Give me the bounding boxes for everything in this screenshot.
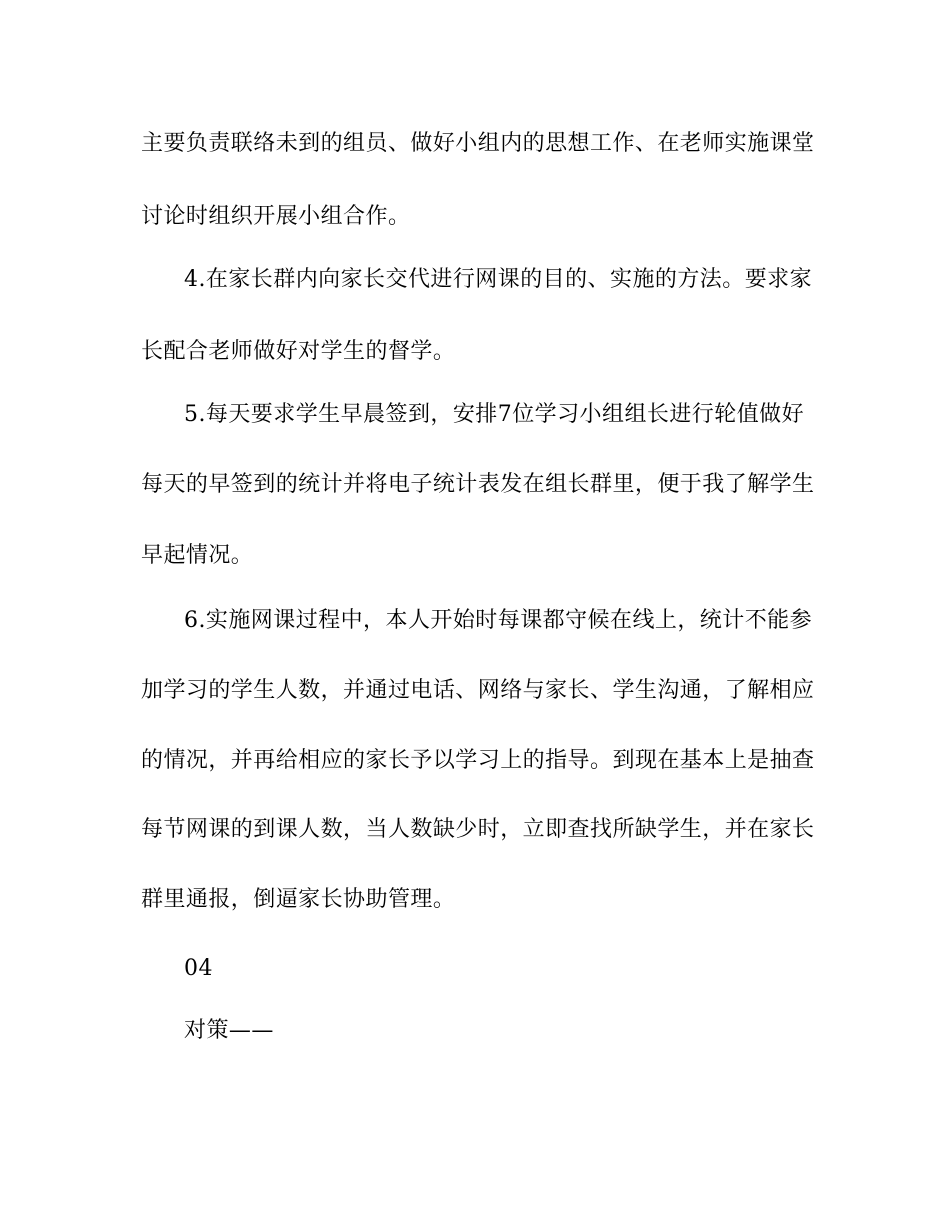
paragraph-line: 加学习的学生人数，并通过电话、网络与家长、学生沟通，了解相应 xyxy=(141,678,815,703)
paragraph-line: 主要负责联络未到的组员、做好小组内的思想工作、在老师实施课堂 xyxy=(141,131,815,156)
paragraph-line: 长配合老师做好对学生的督学。 xyxy=(141,339,456,364)
paragraph-line: 的情况，并再给相应的家长予以学习上的指导。到现在基本上是抽查 xyxy=(141,748,815,773)
paragraph-line: 早起情况。 xyxy=(141,543,254,568)
paragraph-line: 讨论时组织开展小组合作。 xyxy=(141,204,411,229)
paragraph-line: 每天的早签到的统计并将电子统计表发在组长群里，便于我了解学生 xyxy=(141,472,815,497)
paragraph-line: 4.在家长群内向家长交代进行网课的目的、实施的方法。要求家 xyxy=(184,267,813,292)
paragraph-line: 6.实施网课过程中，本人开始时每课都守候在线上，统计不能参 xyxy=(184,608,813,633)
paragraph-line: 5.每天要求学生早晨签到，安排7位学习小组组长进行轮值做好 xyxy=(184,402,805,427)
section-number: 04 xyxy=(184,956,213,981)
section-heading: 对策—— xyxy=(184,1018,274,1043)
paragraph-line: 每节网课的到课人数，当人数缺少时，立即查找所缺学生，并在家长 xyxy=(141,817,815,842)
paragraph-line: 群里通报，倒逼家长协助管理。 xyxy=(141,887,456,912)
